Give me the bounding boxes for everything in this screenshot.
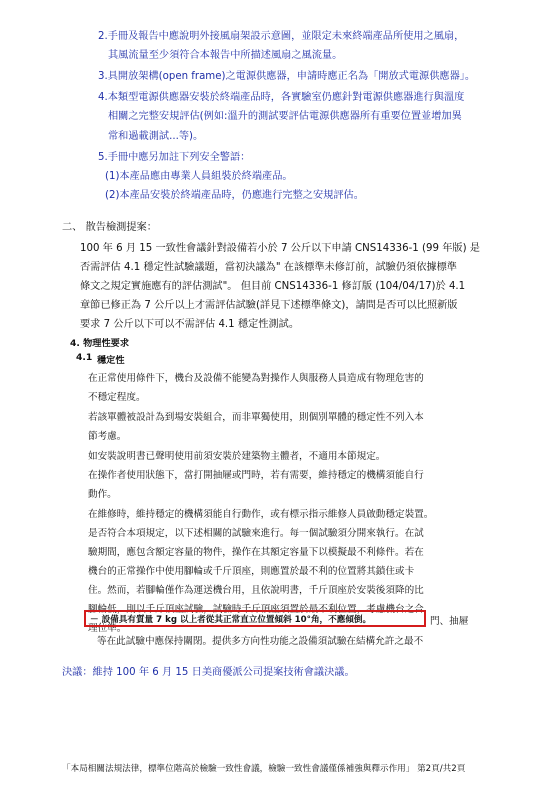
item-4-line3: 常和過載測試...等)。: [108, 131, 204, 142]
item-5-line1: 5.手冊中應另加註下列安全警語：: [98, 152, 251, 163]
standard-heading-41-title: 穩定性: [97, 355, 125, 366]
section2-heading: 二、 散告檢測提案：: [62, 222, 157, 233]
standard-line: 理位準。: [88, 623, 127, 634]
section2-line: 要求 7 公斤以下可以不需評估 4.1 穩定性測試。: [80, 319, 300, 330]
standard-line: 在操作者使用狀態下，當打開抽屜或門時，若有需要，維持穩定的機構須能自行: [88, 470, 424, 481]
standard-heading-4: 4. 物理性要求: [70, 338, 130, 349]
section2-line: 否需評估 4.1 穩定性試驗議題，當初決議為" 在該標準未修訂前，試驗仍須依據標準: [80, 262, 457, 273]
standard-line: 不穩定程度。: [88, 392, 146, 403]
standard-last-line: 等在此試驗中應保持關閉。提供多方向性功能之設備須試驗在結構允許之最不: [97, 636, 424, 647]
standard-line: 在正常使用條件下，機台及設備不能變為對操作人與服務人員造成有物理危害的: [88, 373, 424, 384]
standard-line: 驗期間，應包含額定容量的物件，操作在其額定容量下以模擬最不利條件。若在: [88, 547, 424, 558]
page-footer: 「本局相關法規法律，標準位階高於檢驗一致性會議，檢驗一致性會議僅係補強與釋示作用」 第2頁/共2頁: [62, 764, 466, 774]
standard-line: 住。然而，若腳輪僅作為運送機台用，且依說明書，千斤頂座於安裝後須降的比: [88, 585, 424, 596]
section2-line: 條文之規定實施應有的評估測試"。 但目前 CNS14336-1 修訂版 (104/04/17)於 4.1: [80, 281, 466, 292]
standard-line: 在維修時，維持穩定的機構須能自行動作，或有標示指示維修人員啟動穩定裝置。: [88, 509, 434, 520]
section2-line: 100 年 6 月 15 一致性會議針對設備若小於 7 公斤以下申請 CNS14336-1 (99 年版) 是: [80, 243, 480, 254]
standard-line: 節考慮。: [88, 431, 127, 442]
highlight-tail: 門、抽屜: [430, 616, 469, 627]
item-2-line1: 2.手冊及報告中應說明外接風扇架設示意圖，並限定未來終端產品所使用之風扇，: [98, 31, 465, 42]
item-5-sub2: (2)本產品安裝於終端產品時，仍應進行完整之安規評估。: [105, 190, 364, 201]
standard-line: 是否符合本項規定，以下述相關的試驗來進行。每一個試驗須分開來執行。在試: [88, 528, 424, 539]
standard-heading-41-num: 4.1: [76, 352, 93, 363]
standard-line: 機台的正常操作中使用腳輪或千斤頂座，則應置於最不利的位置將其鎖住或卡: [88, 566, 415, 577]
decision: 決議：維持 100 年 6 月 15 日美商優派公司提案技術會議決議。: [62, 667, 355, 678]
standard-line: 動作。: [88, 489, 117, 500]
item-2-line2: 其風流量至少須符合本報告中所描述風扇之風流量。: [108, 50, 343, 61]
item-4-line2: 相關之完整安規評估(例如:溫升的測試要評估電源供應器所有重要位置並增加異: [108, 111, 462, 122]
item-3-line1: 3.具開放架構(open frame)之電源供應器，申請時應正名為「開放式電源供應器」。: [98, 71, 476, 82]
highlight-text: － 設備具有質量 7 kg 以上者從其正常直立位置傾斜 10°角，不應傾倒。: [90, 615, 372, 625]
standard-line: 若該單體被設計為到場安裝組合，而非單獨使用，則個別單體的穩定性不列入本: [88, 412, 424, 423]
item-4-line1: 4.本類型電源供應器安裝於終端產品時，各實驗室仍應針對電源供應器進行與溫度: [98, 92, 465, 103]
section2-line: 章節已修正為 7 公斤以上才需評估試驗(詳見下述標準條文)，請問是否可以比照新版: [80, 300, 458, 311]
item-5-sub1: (1)本產品應由專業人員組裝於終端產品。: [105, 171, 293, 182]
standard-line: 如安裝說明書已聲明使用前須安裝於建築物主體者，不適用本節規定。: [88, 451, 386, 462]
standard-line: 腳輪低，則以千斤頂座試驗，試驗時千斤頂座須置於最不利位置，考慮機台之合: [88, 604, 424, 615]
